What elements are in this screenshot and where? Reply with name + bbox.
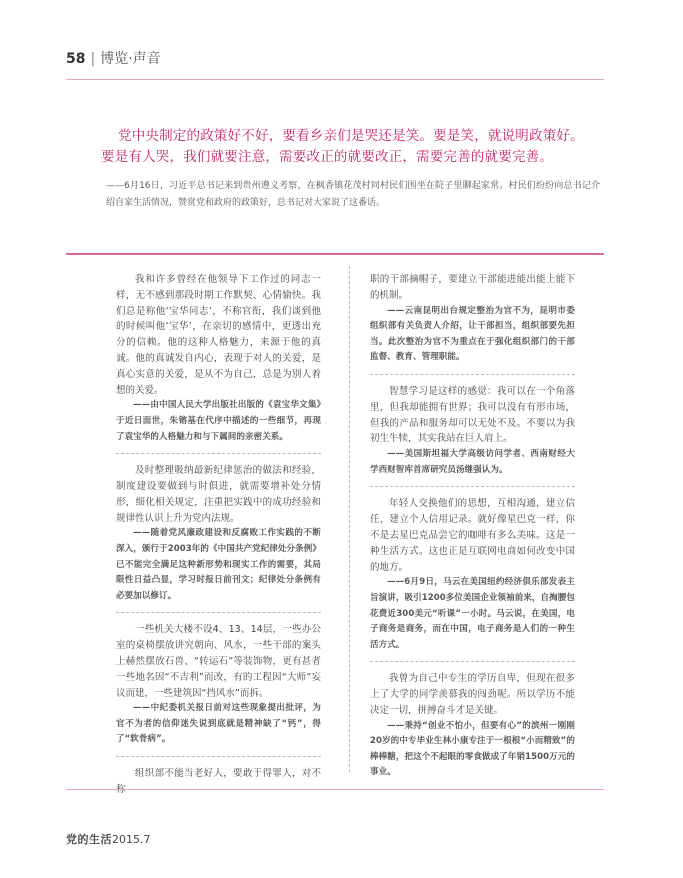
quote-comment: ——美国斯坦福大学高级访问学者、西南财经大学西财智库首席研究员汤继强认为。 (370, 449, 575, 475)
page-header (66, 48, 161, 68)
quote-text: 年轻人交换他们的思想，互相沟通，建立信任，建立个人信用记录。就好像星巴克一样，你不是去星巴克品尝它的咖啡有多么美味。这是一种生活方式。这也正是互联网电商如何改变中国的地方。 (370, 498, 575, 573)
quote-separator (116, 756, 321, 757)
headline-line-1: 党中央制定的政策好不好，要看乡亲们是哭还是笑。要是笑，就说明政策好。 (118, 128, 584, 144)
quote-separator (370, 486, 575, 487)
header-divider: | (90, 51, 96, 67)
quote-text: 及时整理吸纳最新纪律惩治的做法和经验，制度建设要做到与时俱进，就需要增补处分情形，细化相关规定，注重把实践中的成功经验和规律性认识上升为党内法规。 (116, 465, 321, 524)
quote-comment: ——6月9日，马云在美国纽约经济俱乐部发表主旨演讲，吸引1200多位美国企业领袖前来，自掏腰包花费近300美元“听课”一小时。马云说，在美国，电子商务是商务，而在中国，电子商务是人们的一种生活方式。 (370, 577, 575, 650)
page-number: 58 (66, 51, 86, 67)
quote-text: 我曾为自己中专生的学历自卑，但现在很多上了大学的同学羡慕我的闯劲呢。所以学历不能决定一切，拼搏奋斗才是关键。 (370, 673, 575, 716)
quote-text: 我和许多曾经在他领导下工作过的同志一样，无不感到那段时期工作默契、心情愉快。我们总是称他‘宝华同志’，不称官衔，我们谈到他的时候叫他‘宝华’，在亲切的感情中，更透出充分的信赖。他的这种人格魅力，来源于他的真诚。他的真诚发自内心，表现于对人的关爱，是真心实意的关爱，是从不为自己，总是为别人着想的关爱。 (116, 274, 321, 396)
headline-line-2: 要是有人哭，我们就要注意，需要改正的就要改正，需要完善的就要完善。 (101, 149, 554, 165)
quote-text: 组织部不能当老好人，要敢于得罪人，对不称 (116, 768, 321, 795)
quote-separator (116, 453, 321, 454)
quote-separator (370, 374, 575, 375)
quote-comment: ——云南昆明出台规定整治为官不为，昆明市委组织部有关负责人介绍，让干部担当，组织部要先担当。此次整治为官不为重点在于强化组织部门的干部监督、教育、管理职能。 (370, 305, 575, 363)
lead-paragraph: ——6月16日，习近平总书记来到贵州遵义考察，在枫香镇花茂村同村民们围坐在院子里聊起家常。村民们纷纷向总书记介绍自家生活情况，赞赏党和政府的政策好，总书记对大家说了这番话。 (106, 181, 600, 208)
quote-text: 一些机关大楼不设4、13、14层，一些办公室的桌椅摆放讲究朝向、风水，一些干部的案头上赫然摆放石兽、“转运石”等装饰物，更有甚者一些地名因“不吉利”而改，有的工程因“大师”妄议而建，一些建筑因“挡风水”而拆。 (116, 624, 321, 699)
right-column (370, 272, 575, 781)
footer-rule (66, 789, 604, 790)
left-column (116, 272, 321, 798)
quote-comment: ——中纪委机关报日前对这些现象提出批评，为官不为者的信仰迷失说到底就是精神缺了“钙”，得了“软骨病”。 (116, 703, 321, 745)
section-title: 博览·声音 (100, 51, 161, 67)
quote-separator (370, 661, 575, 662)
quote-text: 职的干部摘帽子，要建立干部能进能出能上能下的机制。 (370, 274, 575, 301)
column-divider (349, 266, 350, 772)
quote-comment: ——随着党风廉政建设和反腐败工作实践的不断深入，颁行于2003年的《中国共产党纪律处分条例》已不能完全满足这种新形势和现实工作的需要，其局限性日益凸显，学习时报日前刊文；纪律处分条例有必要加以修订。 (116, 528, 321, 601)
page-footer (66, 831, 151, 847)
section-rule (66, 253, 604, 255)
magazine-logo: 党的生活 (66, 833, 112, 846)
quote-separator (116, 612, 321, 613)
header-rule (66, 79, 604, 80)
issue-number: 2015.7 (112, 833, 151, 846)
quote-comment: ——秉持“创业不怕小，但要有心”的滨州一刚刚20岁的中专毕业生林小康专注于一根根“小而精致”的棒棒糖，把这个不起眼的零食做成了年销1500万元的事业。 (370, 720, 575, 778)
quote-text: 智慧学习是这样的感觉：我可以在一个角落里，但我却能拥有世界；我可以没有有形市场，但我的产品和服务却可以无处不及。不要以为我初生牛犊，其实我站在巨人肩上。 (370, 385, 575, 445)
quote-comment: ——由中国人民大学出版社出版的《袁宝华文集》于近日面世，朱镕基在代序中描述的一些细节，再现了袁宝华的人格魅力和与下属间的亲密关系。 (116, 400, 321, 442)
